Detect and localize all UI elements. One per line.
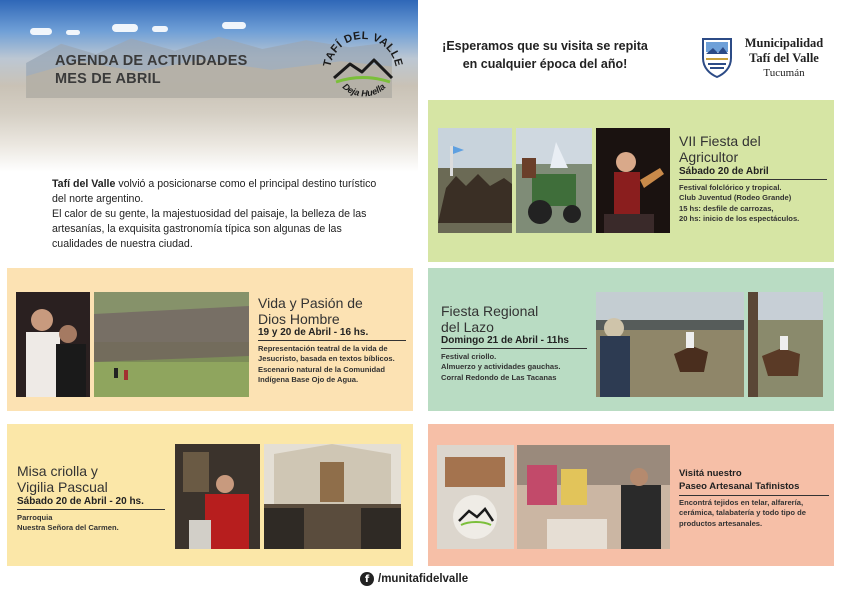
event-desc-agricultor: Festival folclórico y tropical. Club Juventud (Rodeo Grande) 15 hs: desfile de carrozas, 20 hs: inicio de los espectáculos.	[679, 183, 800, 224]
intro-lead-bold: Tafí del Valle	[52, 178, 116, 190]
tagline	[420, 37, 670, 73]
photo-gaucho-horse	[748, 292, 823, 397]
svg-text:Deja Huella	[341, 81, 388, 98]
event-title-vida-pasion: Vida y Pasión de Dios Hombre	[258, 295, 363, 327]
event-title-paseo-artesanal: Visitá nuestro Paseo Artesanal Tafinistos	[679, 468, 829, 496]
photo-artisan-market	[517, 445, 670, 549]
intro-body: El calor de su gente, la majestuosidad del paisaje, la belleza de las artesanías, la exquisita gastronomía típica son algunas de las cualidades de nuestra ciudad.	[52, 208, 367, 250]
event-title-agricultor: VII Fiesta del Agricultor	[679, 133, 761, 165]
tagline-line2: en cualquier época del año!	[462, 57, 628, 71]
facebook-icon[interactable]: f	[360, 572, 374, 586]
event-desc-vida-pasion: Representación teatral de la vida de Jesucristo, basada en textos bíblicos. Escenario natural de la Comunidad Indígena Base Ojo de Agua.	[258, 344, 395, 385]
intro-paragraph	[52, 177, 377, 252]
logo-name-text: TAFÍ DEL VALLE	[321, 29, 405, 68]
photo-artisan-logo-stand	[437, 445, 514, 549]
municipal-shield-icon	[700, 36, 734, 78]
event-title-misa-criolla: Misa criolla y Vigilia Pascual	[17, 463, 108, 495]
photo-hillside-crowd	[94, 292, 249, 397]
event-date-misa-criolla: Sábado 20 de Abril - 20 hs.	[17, 496, 165, 510]
photo-jesus-scene	[16, 292, 90, 397]
municipality-province: Tucumán	[763, 67, 805, 79]
municipality-name: Municipalidad Tafí del Valle	[744, 36, 824, 65]
agenda-title-line2: MES DE ABRIL	[55, 71, 161, 87]
event-desc-misa-criolla: Parroquia Nuestra Señora del Carmen.	[17, 513, 119, 533]
agenda-title-line1: AGENDA DE ACTIVIDADES	[55, 53, 248, 69]
event-date-vida-pasion: 19 y 20 de Abril - 16 hs.	[258, 327, 406, 341]
event-date-lazo: Domingo 21 de Abril - 11hs	[441, 335, 587, 349]
event-desc-paseo-artesanal: Encontrá tejidos en telar, alfarería, cerámica, talabatería y todo tipo de productos artesanales.	[679, 498, 807, 528]
logo-slogan-text: Deja Huella	[340, 81, 388, 99]
tagline-line1: ¡Esperamos que su visita se repita	[442, 39, 648, 53]
photo-lasso-riders	[596, 292, 744, 397]
photo-church-interior	[264, 444, 401, 549]
intro-lead-rest: volvió a posicionarse como el principal destino turístico del norte argentino.	[52, 178, 377, 205]
social-footer[interactable]	[360, 571, 468, 587]
event-date-agricultor: Sábado 20 de Abril	[679, 166, 827, 180]
tafi-logo	[318, 20, 408, 100]
photo-tractor-float	[516, 128, 592, 233]
photo-gaucho-parade	[438, 128, 512, 233]
event-title-lazo: Fiesta Regional del Lazo	[441, 303, 539, 335]
social-handle[interactable]: /munitafidelvalle	[378, 573, 469, 585]
municipality-logo	[700, 36, 830, 84]
event-desc-lazo: Festival criollo. Almuerzo y actividades gauchas. Corral Redondo de Las Tacanas	[441, 352, 561, 382]
svg-text:TAFÍ DEL VALLE	[321, 30, 404, 68]
agenda-title	[55, 52, 247, 88]
photo-folk-singer	[596, 128, 670, 233]
photo-priest-altar	[175, 444, 260, 549]
